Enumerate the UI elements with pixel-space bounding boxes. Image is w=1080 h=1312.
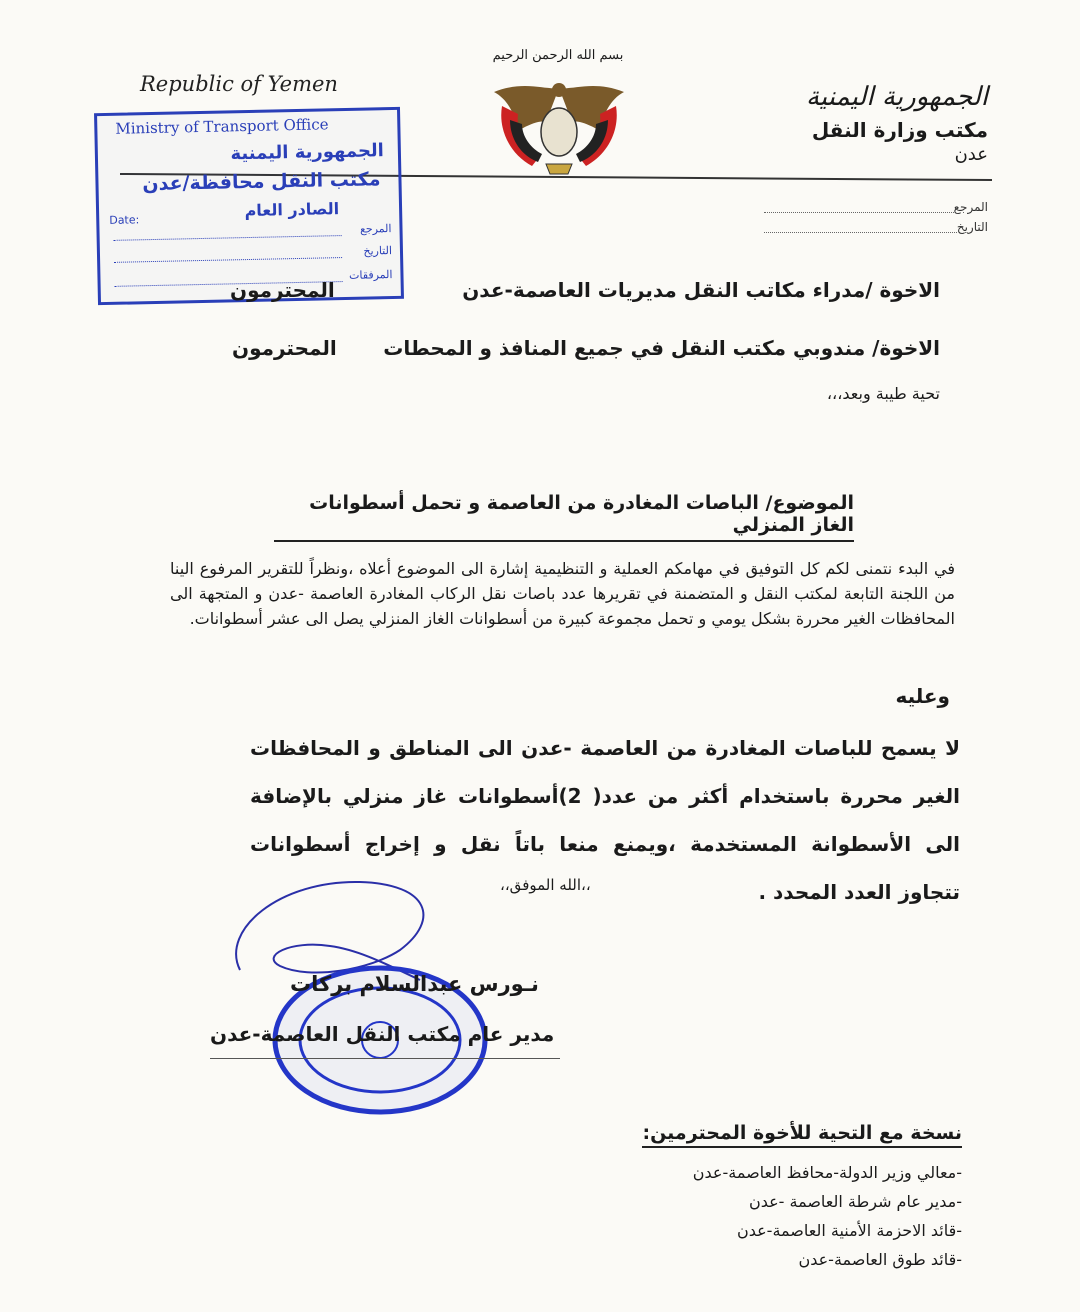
greeting: تحية طيبة وبعد،،، [826,384,940,403]
body-text: في البدء نتمنى لكم كل التوفيق في مهامكم العملية و التنظيمية إشارة الى الموضوع أعلاه ،ونظراً للتقرير المرفوع الينا من اللجنة التابعة لمكتب النقل و المتضمنة في تقريرها عدد باصات نقل الركاب المغادرة العاصمة -عدن و المتجهة الى المحافظات الغير محررة بشكل يومي و تحمل مجموعة كبيرة من أسطوانات الغاز المنزلي يصل الى عشر أسطوانات. [170,559,955,628]
addressee-1: الاخوة /مدراء مكاتب النقل مديريات العاصمة-عدن [462,278,940,302]
outgoing-stamp [94,107,404,305]
stamp-line1: الجمهورية اليمنية [230,140,385,165]
body-paragraph [170,556,955,631]
wa-alayh: وعليه [895,684,950,708]
arabic-header [806,82,988,165]
reference-lines [758,200,988,240]
copy-to-item: -معالي وزير الدولة-محافظ العاصمة-عدن [692,1163,962,1182]
english-country: Republic of Yemen [140,72,338,96]
date-dotted-line [764,222,957,233]
decision-paragraph: لا يسمح للباصات المغادرة من العاصمة -عدن الى المناطق و المحافظات الغير محررة باستخدام أكثر من عدد( 2)أسطوانات غاز منزلي بالإضافة الى الأسطوانة المستخدمة ،ويمنع منعا باتاً نقل و إخراج أسطوانات تتجاوز العدد المحدد . [250,736,961,904]
stamp-date-line [114,257,342,263]
date-row [758,220,988,234]
bismillah: بسم الله الرحمن الرحيم [492,48,624,63]
stamp-ref-line [114,235,342,241]
ref-label: المرجع [953,200,988,214]
copy-to-item: -مدير عام شرطة العاصمة -عدن [748,1192,962,1211]
arabic-country: الجمهورية اليمنية [805,82,988,112]
copy-to-heading: نسخة مع التحية للأخوة المحترمين: [642,1122,962,1148]
addressee-1-honorific: المحترمون [230,278,335,302]
yemen-emblem-icon [484,70,634,180]
copy-to-item: -قائد الاحزمة الأمنية العاصمة-عدن [736,1221,962,1240]
copy-to-item: -قائد طوق العاصمة-عدن [798,1250,962,1269]
copy-to-list [693,1158,962,1274]
stamp-attach-label: المرفقات [348,268,393,282]
signature-underline [210,1058,560,1059]
addressee-2: الاخوة/ مندوبي مكتب النقل في جميع المنافذ و المحطات [383,336,940,360]
arabic-ministry: مكتب وزارة النقل [811,118,988,142]
stamp-date-ar-label: التاريخ [363,244,393,258]
arabic-city: عدن [954,144,988,165]
date-label: التاريخ [956,220,988,234]
signatory-name: نـورس عبدالسلام بركات [290,972,539,996]
english-header [140,72,338,96]
addressee-2-honorific: المحترمون [232,336,337,360]
ref-dotted-line [764,202,954,213]
stamp-english-header: Ministry of Transport Office [115,115,329,138]
stamp-line2: مكتب النقل محافظة/عدن [142,168,381,196]
closing-line: ،،الله الموفق،، [500,876,591,894]
ref-row [758,200,988,214]
subject-line: الموضوع/ الباصات المغادرة من العاصمة و تحمل أسطوانات الغاز المنزلي [274,492,854,542]
stamp-date-label: Date: [109,213,140,227]
stamp-line3: الصادر العام [244,199,340,221]
signatory-title: مدير عام مكتب النقل العاصمة-عدن [210,1022,555,1046]
stamp-ref-label: المرجع [359,222,392,236]
